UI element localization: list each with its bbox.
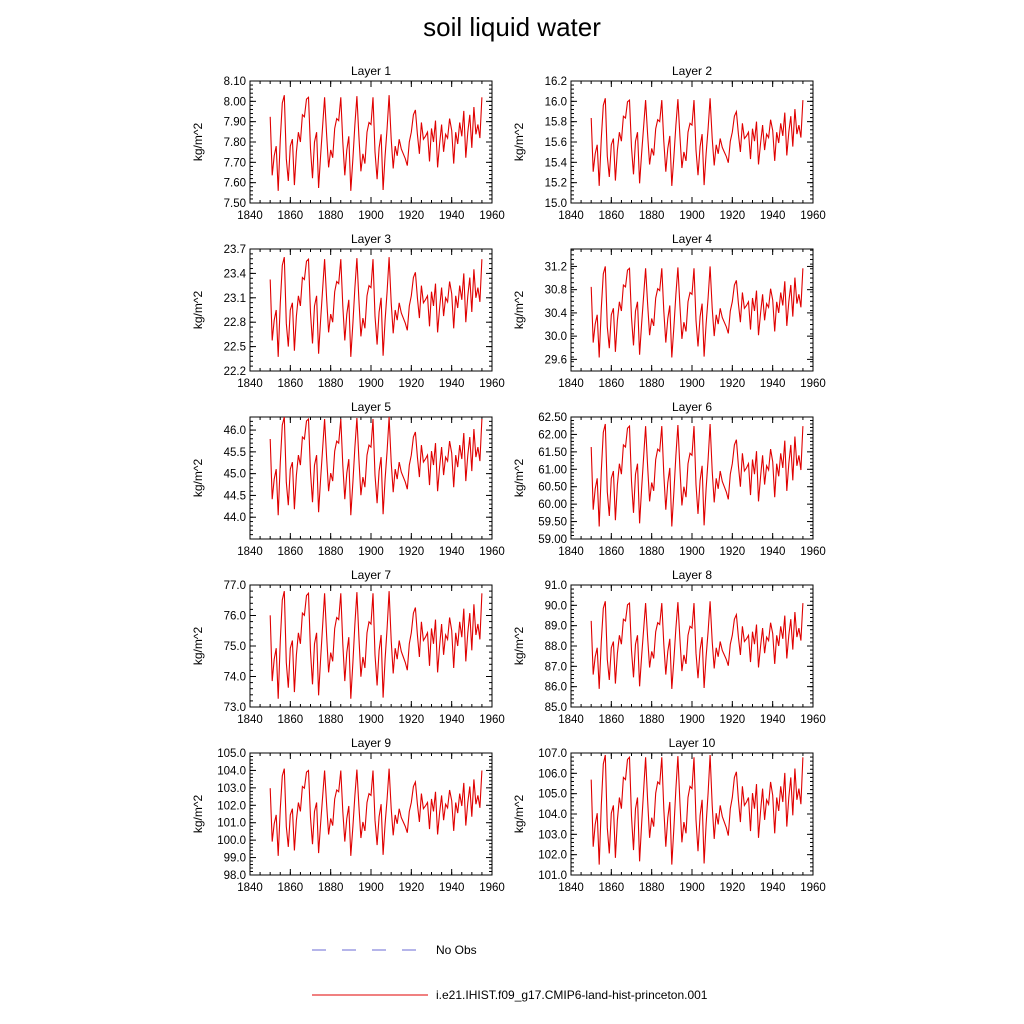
layer-3-xtick-label: 1940 (438, 378, 465, 390)
layer-8-ytick-label: 90.0 (544, 600, 567, 613)
layer-9-xtick-label: 1920 (398, 882, 425, 894)
layer-1-ytick-label: 7.70 (223, 157, 246, 170)
layer-7-ylabel: kg/m^2 (191, 626, 205, 666)
layer-8-xtick-label: 1940 (759, 714, 786, 726)
layer-1-ytick-label: 7.80 (223, 137, 246, 149)
layer-1-xtick-label: 1960 (479, 210, 505, 222)
layer-7-xtick-label: 1960 (479, 714, 505, 726)
layer-4-xtick-label: 1900 (679, 378, 705, 390)
layer-5-ytick-label: 45.0 (223, 468, 246, 481)
layer-3-ylabel: kg/m^2 (191, 290, 205, 330)
layer-9-ylabel: kg/m^2 (191, 794, 205, 834)
layer-2-ytick-label: 15.2 (544, 177, 567, 190)
chart-title: soil liquid water (423, 12, 601, 42)
layer-7-xtick-label: 1920 (398, 714, 425, 726)
layer-8-title: Layer 8 (671, 568, 713, 582)
layer-8-xtick-label: 1960 (800, 714, 826, 726)
layer-2-title: Layer 2 (671, 64, 713, 78)
layer-8-ytick-label: 87.0 (544, 661, 567, 674)
layer-1-ytick-label: 7.50 (223, 198, 246, 210)
layer-7-xtick-label: 1900 (358, 714, 384, 726)
layer-1-xtick-label: 1840 (237, 210, 263, 222)
layer-1-xtick-label: 1880 (317, 210, 344, 222)
layer-8-ytick-label: 89.0 (544, 620, 567, 633)
layer-1-ylabel: kg/m^2 (191, 122, 205, 162)
layer-5-xtick-label: 1900 (358, 546, 384, 558)
layer-3-ytick-label: 22.8 (223, 317, 246, 330)
layer-10-xtick-label: 1840 (558, 882, 584, 894)
layer-9-ytick-label: 100.0 (217, 835, 246, 848)
layer-10-ytick-label: 102.0 (538, 849, 567, 862)
layer-2-ytick-label: 15.0 (544, 198, 567, 210)
legend-obs-label: No Obs (436, 943, 477, 957)
layer-8-ytick-label: 86.0 (544, 681, 567, 694)
layer-1-xtick-label: 1940 (438, 210, 465, 222)
layer-10-xtick-label: 1880 (638, 882, 665, 894)
layer-6-xtick-label: 1880 (638, 546, 665, 558)
layer-3-ytick-label: 22.5 (223, 341, 246, 354)
layer-5-xtick-label: 1920 (398, 546, 425, 558)
layer-9-title: Layer 9 (350, 736, 392, 750)
layer-9-xtick-label: 1960 (479, 882, 505, 894)
layer-3-xtick-label: 1960 (479, 378, 505, 390)
layer-5-xtick-label: 1940 (438, 546, 465, 558)
layer-4-xtick-label: 1880 (638, 378, 665, 390)
layer-8-ytick-label: 85.0 (544, 702, 567, 714)
layer-4-ylabel: kg/m^2 (512, 290, 526, 330)
layer-1-series-line (270, 95, 482, 191)
layer-9-series-line (270, 769, 482, 856)
layer-8-xtick-label: 1920 (719, 714, 746, 726)
layer-6-xtick-label: 1860 (598, 546, 625, 558)
layer-6-xtick-label: 1840 (558, 546, 584, 558)
layer-6-series-line (591, 424, 803, 527)
layer-6-ylabel: kg/m^2 (512, 458, 526, 498)
layer-2-ylabel: kg/m^2 (512, 122, 526, 162)
layer-10-ytick-label: 103.0 (538, 829, 567, 842)
legend-sim-line (300, 985, 430, 1005)
layer-10-ytick-label: 105.0 (538, 788, 567, 801)
layer-5-ytick-label: 45.5 (223, 446, 246, 459)
layer-10-title: Layer 10 (668, 736, 716, 750)
layer-8-ylabel: kg/m^2 (512, 626, 526, 666)
layer-8-series-line (591, 601, 803, 689)
layer-7-ytick-label: 77.0 (223, 580, 246, 592)
layer-2-xtick-label: 1840 (558, 210, 584, 222)
layer-9-ytick-label: 102.0 (217, 800, 246, 813)
layer-3-ytick-label: 22.2 (223, 366, 246, 378)
layer-3-ytick-label: 23.4 (223, 268, 246, 281)
legend-obs-line (300, 940, 430, 960)
layer-9-ytick-label: 99.0 (223, 852, 246, 865)
layer-4-title: Layer 4 (671, 232, 713, 246)
layer-8-xtick-label: 1860 (598, 714, 625, 726)
layer-10-ylabel: kg/m^2 (512, 794, 526, 834)
layer-3-xtick-label: 1840 (237, 378, 263, 390)
layer-4-ytick-label: 30.8 (544, 284, 567, 297)
layer-6-title: Layer 6 (671, 400, 713, 414)
layer-5-ytick-label: 46.0 (223, 425, 246, 438)
layer-10-ytick-label: 106.0 (538, 768, 567, 781)
layer-5-series-line (270, 417, 482, 515)
layer-2-ytick-label: 15.6 (544, 137, 567, 149)
layer-3-xtick-label: 1920 (398, 378, 425, 390)
layer-7-xtick-label: 1940 (438, 714, 465, 726)
layer-7-ytick-label: 75.0 (223, 641, 246, 653)
layer-5-xtick-label: 1840 (237, 546, 263, 558)
layer-6-xtick-label: 1960 (800, 546, 826, 558)
layer-10-ytick-label: 101.0 (538, 870, 567, 882)
layer-1-xtick-label: 1920 (398, 210, 425, 222)
layer-1-ytick-label: 8.00 (223, 96, 246, 109)
layer-2-series-line (591, 98, 803, 186)
layer-3-series-line (270, 257, 482, 357)
layer-5-ylabel: kg/m^2 (191, 458, 205, 498)
layer-6-ytick-label: 61.00 (538, 464, 567, 477)
layer-3-ytick-label: 23.1 (223, 292, 246, 305)
layer-2-ytick-label: 16.0 (544, 96, 567, 109)
layer-7-ytick-label: 76.0 (223, 610, 246, 623)
layer-1-xtick-label: 1860 (277, 210, 304, 222)
layer-7-xtick-label: 1880 (317, 714, 344, 726)
layer-8-xtick-label: 1840 (558, 714, 584, 726)
layer-1-ytick-label: 7.60 (223, 177, 246, 190)
layer-9-xtick-label: 1860 (277, 882, 304, 894)
layer-10-xtick-label: 1960 (800, 882, 826, 894)
layer-2-xtick-label: 1920 (719, 210, 746, 222)
layer-6-xtick-label: 1900 (679, 546, 705, 558)
layer-6-ytick-label: 60.50 (538, 481, 567, 494)
layer-4-ytick-label: 31.2 (544, 261, 567, 274)
layer-2-ytick-label: 15.8 (544, 116, 567, 129)
layer-9-xtick-label: 1900 (358, 882, 384, 894)
layer-3-xtick-label: 1860 (277, 378, 304, 390)
layer-9-ytick-label: 103.0 (217, 782, 246, 795)
layer-9-ytick-label: 101.0 (217, 817, 246, 830)
layer-5-ytick-label: 44.5 (223, 490, 246, 503)
layer-1-title: Layer 1 (350, 64, 392, 78)
layer-10-ytick-label: 107.0 (538, 748, 567, 760)
layer-4-frame (571, 249, 813, 371)
layer-8-xtick-label: 1880 (638, 714, 665, 726)
layer-2-xtick-label: 1900 (679, 210, 705, 222)
layer-10-ytick-label: 104.0 (538, 809, 567, 821)
layer-2-xtick-label: 1860 (598, 210, 625, 222)
layer-6-ytick-label: 62.50 (538, 412, 567, 424)
layer-4-series-line (591, 266, 803, 357)
layer-9-xtick-label: 1940 (438, 882, 465, 894)
layer-4-xtick-label: 1860 (598, 378, 625, 390)
layer-6-ytick-label: 62.00 (538, 429, 567, 442)
layer-4-ytick-label: 30.4 (544, 307, 567, 320)
layer-7-title: Layer 7 (350, 568, 392, 582)
layer-3-title: Layer 3 (350, 232, 392, 246)
layer-4-ytick-label: 29.6 (544, 354, 567, 367)
layer-7-xtick-label: 1860 (277, 714, 304, 726)
layer-5-xtick-label: 1880 (317, 546, 344, 558)
legend-sim-label: i.e21.IHIST.f09_g17.CMIP6-land-hist-princeton.001 (436, 988, 708, 1002)
layer-3-xtick-label: 1880 (317, 378, 344, 390)
layer-10-xtick-label: 1860 (598, 882, 625, 894)
layer-4-xtick-label: 1840 (558, 378, 584, 390)
layer-1-xtick-label: 1900 (358, 210, 384, 222)
layer-4-xtick-label: 1960 (800, 378, 826, 390)
layer-2-xtick-label: 1960 (800, 210, 826, 222)
layer-1-ytick-label: 7.90 (223, 116, 246, 129)
layer-6-ytick-label: 59.50 (538, 516, 567, 529)
layer-5-title: Layer 5 (350, 400, 392, 414)
layer-3-ytick-label: 23.7 (223, 244, 246, 256)
layer-5-xtick-label: 1860 (277, 546, 304, 558)
layer-8-ytick-label: 88.0 (544, 641, 567, 653)
layer-10-xtick-label: 1940 (759, 882, 786, 894)
layer-9-xtick-label: 1840 (237, 882, 263, 894)
layer-3-xtick-label: 1900 (358, 378, 384, 390)
layer-8-xtick-label: 1900 (679, 714, 705, 726)
layer-9-ytick-label: 98.0 (223, 870, 246, 882)
layer-5-xtick-label: 1960 (479, 546, 505, 558)
layer-6-xtick-label: 1940 (759, 546, 786, 558)
layer-6-ytick-label: 59.00 (538, 534, 567, 546)
layer-10-xtick-label: 1920 (719, 882, 746, 894)
layer-7-series-line (270, 591, 482, 699)
layer-4-xtick-label: 1940 (759, 378, 786, 390)
layer-8-ytick-label: 91.0 (544, 580, 567, 592)
layer-2-ytick-label: 16.2 (544, 76, 567, 88)
layer-7-ytick-label: 73.0 (223, 702, 246, 714)
layer-2-ytick-label: 15.4 (544, 157, 567, 170)
layer-10-xtick-label: 1900 (679, 882, 705, 894)
layer-9-xtick-label: 1880 (317, 882, 344, 894)
layer-4-ytick-label: 30.0 (544, 331, 567, 344)
layer-6-xtick-label: 1920 (719, 546, 746, 558)
layer-7-ytick-label: 74.0 (223, 671, 246, 684)
layer-2-xtick-label: 1940 (759, 210, 786, 222)
layer-4-xtick-label: 1920 (719, 378, 746, 390)
layer-1-ytick-label: 8.10 (223, 76, 246, 88)
layer-7-xtick-label: 1840 (237, 714, 263, 726)
layer-6-ytick-label: 61.50 (538, 446, 567, 459)
layer-2-xtick-label: 1880 (638, 210, 665, 222)
layer-9-ytick-label: 104.0 (217, 765, 246, 778)
layer-6-ytick-label: 60.00 (538, 499, 567, 512)
layer-10-series-line (591, 755, 803, 865)
layer-9-ytick-label: 105.0 (217, 748, 246, 760)
layer-5-ytick-label: 44.0 (223, 512, 246, 525)
